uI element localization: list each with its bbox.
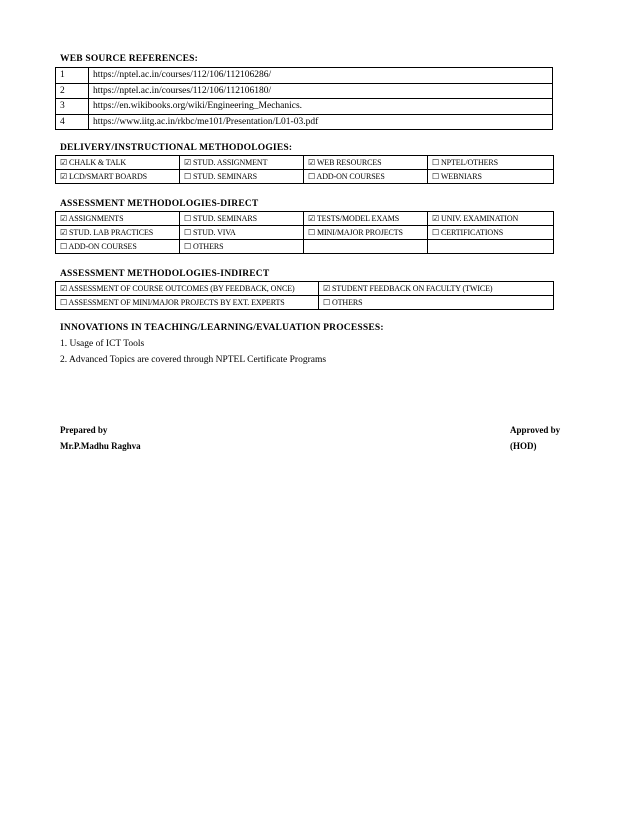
innovations-title: INNOVATIONS IN TEACHING/LEARNING/EVALUATION PROCESSES:	[60, 323, 384, 333]
checkbox-item[interactable]: ☑ STUD. ASSIGNMENT	[180, 156, 304, 170]
list-item: 1. Usage of ICT Tools	[60, 339, 145, 349]
checkbox-item[interactable]: ☑ ASSIGNMENTS	[56, 212, 180, 226]
checkbox-item[interactable]: ☑ LCD/SMART BOARDS	[56, 170, 180, 184]
checkbox-item[interactable]: ☑ ASSESSMENT OF COURSE OUTCOMES (BY FEEDBACK, ONCE)	[56, 282, 319, 296]
indirect-table	[55, 281, 554, 310]
ref-url[interactable]: https://www.iitg.ac.in/rkbc/me101/Presentation/L01-03.pdf	[89, 114, 553, 130]
approved-by-name: (HOD)	[510, 441, 537, 451]
checkbox-item[interactable]: ☐ CERTIFICATIONS	[428, 226, 554, 240]
ref-number: 4	[56, 114, 89, 130]
prepared-by-label: Prepared by	[60, 425, 108, 435]
checkbox-item[interactable]: ☐ ADD-ON COURSES	[56, 240, 180, 254]
table-row	[56, 156, 554, 170]
checkbox-item[interactable]: ☐ STUD. VIVA	[180, 226, 304, 240]
ref-number: 1	[56, 68, 89, 84]
innovations-list	[60, 336, 326, 368]
approved-by-block	[510, 422, 560, 454]
checkbox-item[interactable]: ☐ ASSESSMENT OF MINI/MAJOR PROJECTS BY EXT. EXPERTS	[56, 296, 319, 310]
checkbox-item[interactable]: ☐ OTHERS	[180, 240, 304, 254]
checkbox-item[interactable]: ☑ WEB RESOURCES	[304, 156, 428, 170]
checkbox-item[interactable]: ☐ ADD-ON COURSES	[304, 170, 428, 184]
ref-url[interactable]: https://nptel.ac.in/courses/112/106/112106180/	[89, 83, 553, 99]
prepared-by-name: Mr.P.Madhu Raghva	[60, 441, 141, 451]
ref-url[interactable]: https://en.wikibooks.org/wiki/Engineering_Mechanics.	[89, 99, 553, 115]
checkbox-item[interactable]: ☑ STUD. LAB PRACTICES	[56, 226, 180, 240]
table-row	[56, 226, 554, 240]
checkbox-item[interactable]: ☐ STUD. SEMINARS	[180, 170, 304, 184]
table-row	[56, 170, 554, 184]
table-row	[56, 68, 553, 84]
prepared-by-block	[60, 422, 141, 454]
web-refs-table	[55, 67, 553, 130]
delivery-title: DELIVERY/INSTRUCTIONAL METHODOLOGIES:	[60, 143, 293, 153]
ref-number: 2	[56, 83, 89, 99]
table-row	[56, 114, 553, 130]
checkbox-item[interactable]: ☐ MINI/MAJOR PROJECTS	[304, 226, 428, 240]
direct-title: ASSESSMENT METHODOLOGIES-DIRECT	[60, 199, 259, 209]
empty-cell	[428, 240, 554, 254]
direct-table	[55, 211, 554, 254]
checkbox-item[interactable]: ☑ UNIV. EXAMINATION	[428, 212, 554, 226]
table-row	[56, 99, 553, 115]
indirect-title: ASSESSMENT METHODOLOGIES-INDIRECT	[60, 269, 270, 279]
delivery-table	[55, 155, 554, 184]
list-item: 2. Advanced Topics are covered through NPTEL Certificate Programs	[60, 355, 327, 365]
checkbox-item[interactable]: ☐ WEBNIARS	[428, 170, 554, 184]
web-refs-title: WEB SOURCE REFERENCES:	[60, 54, 198, 64]
empty-cell	[304, 240, 428, 254]
ref-number: 3	[56, 99, 89, 115]
checkbox-item[interactable]: ☐ NPTEL/OTHERS	[428, 156, 554, 170]
checkbox-item[interactable]: ☐ STUD. SEMINARS	[180, 212, 304, 226]
table-row	[56, 296, 554, 310]
table-row	[56, 83, 553, 99]
approved-by-label: Approved by	[510, 425, 561, 435]
table-row	[56, 212, 554, 226]
table-row	[56, 282, 554, 296]
checkbox-item[interactable]: ☑ STUDENT FEEDBACK ON FACULTY (TWICE)	[319, 282, 554, 296]
ref-url[interactable]: https://nptel.ac.in/courses/112/106/112106286/	[89, 68, 553, 84]
table-row	[56, 240, 554, 254]
checkbox-item[interactable]: ☐ OTHERS	[319, 296, 554, 310]
checkbox-item[interactable]: ☑ TESTS/MODEL EXAMS	[304, 212, 428, 226]
checkbox-item[interactable]: ☑ CHALK & TALK	[56, 156, 180, 170]
